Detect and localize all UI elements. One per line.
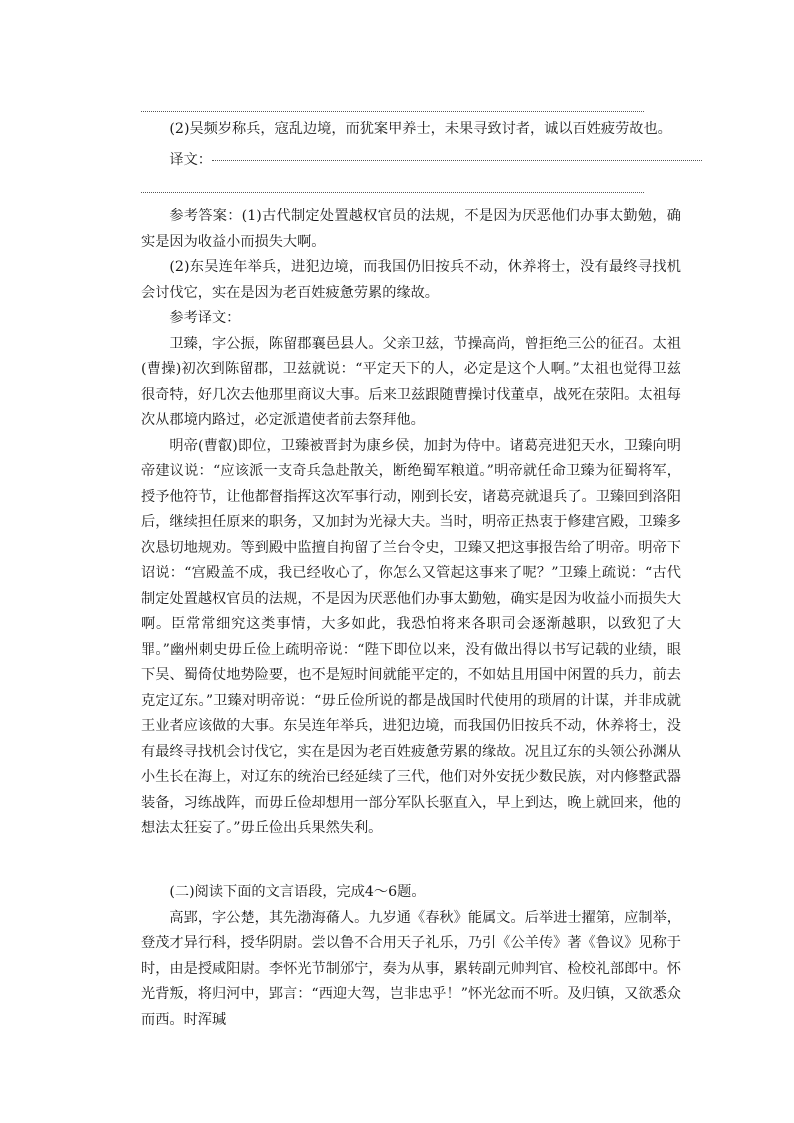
answer-2: (2)东吴连年举兵，进犯边境，而我国仍旧按兵不动，休养将士，没有最终寻找机会讨伐它，实在是因为老百姓疲惫劳累的缘故。 <box>141 259 681 301</box>
answer-blank-line <box>212 160 702 161</box>
translation-paragraph-2: 明帝(曹叡)即位，卫臻被晋封为康乡侯，加封为侍中。诸葛亮进犯天水，卫臻向明帝建议说：“应该派一支奇兵急赴散关，断绝蜀军粮道。”明帝就任命卫臻为征蜀将军，授予他符节，让他都督指挥这次军事行动，刚到长安，诸葛亮就退兵了。卫臻回到洛阳后，继续担任原来的职务，又加封为光禄大夫。当时，明帝正热衷于修建宫殿，卫臻多次恳切地规劝。等到殿中监擅自拘留了兰台令史，卫臻又把这事报告给了明帝。明帝下诏说：“宫殿盖不成，我已经收心了，你怎么又管起这事来了呢？”卫臻上疏说：“古代制定处置越权官员的法规，不是因为厌恶他们办事太勤勉，确实是因为收益小而损失大啊。臣常常细究这类事情，大多如此，我恐怕将来各职司会逐渐越职，以致犯了大罪。”幽州刺史毋丘俭上疏明帝说：“陛下即位以来，没有做出得以书写记载的业绩，眼下吴、蜀倚仗地势险要，也不是短时间就能平定的，不如姑且用国中闲置的兵力，前去克定辽东。”卫臻对明帝说：“毋丘俭所说的都是战国时代使用的琐屑的计谋，并非成就王业者应该做的大事。东吴连年举兵，进犯边境，而我国仍旧按兵不动，休养将士，没有最终寻找机会讨伐它，实在是因为老百姓疲惫劳累的缘故。况且辽东的头领公孙渊从小生长在海上，对辽东的统治已经延续了三代，他们对外安抚少数民族，对内修整武器装备，习练战阵，而毋丘俭却想用一部分军队长驱直入，早上到达，晚上就回来，他的想法太狂妄了。”毋丘俭出兵果然失利。 <box>141 437 681 836</box>
section-2-title: (二)阅读下面的文言语段，完成4～6题。 <box>169 884 426 900</box>
translation-answer-line <box>141 148 681 174</box>
question-2 <box>141 117 681 143</box>
question-2-sentence: (2)吴频岁称兵，寇乱边境，而犹案甲养士，未果寻致讨者，诚以百姓疲劳故也。 <box>169 121 672 137</box>
reference-translation-label: 参考译文： <box>169 310 241 326</box>
classical-text-paragraph: 高郢，字公楚，其先渤海蓨人。九岁通《春秋》能属文。后举进士擢第，应制举，登茂才异行科，授华阴尉。尝以鲁不合用天子礼乐，乃引《公羊传》著《鲁议》见称于时，由是授咸阳尉。李怀光节制邠宁，奏为从事，累转副元帅判官、检校礼部郎中。怀光背叛，将归河中，郢言：“西迎大驾，岂非忠乎！”怀光忿而不听。及归镇，又欲悉众而西。时浑瑊 <box>141 909 681 1028</box>
reference-answer <box>141 204 681 842</box>
translation-label: 译文： <box>169 152 212 168</box>
answer-blank-line <box>141 192 644 193</box>
answer-blank-line <box>141 111 644 112</box>
section-2 <box>141 880 681 1033</box>
translation-paragraph-1: 卫臻，字公振，陈留郡襄邑县人。父亲卫兹，节操高尚，曾拒绝三公的征召。太祖(曹操)初次到陈留郡，卫兹就说：“平定天下的人，必定是这个人啊。”太祖也觉得卫兹很奇特，好几次去他那里商议大事。后来卫兹跟随曹操讨伐董卓，战死在荥阳。太祖每次从郡境内路过，必定派遣使者前去祭拜他。 <box>141 335 681 428</box>
answer-1: 参考答案：(1)古代制定处置越权官员的法规，不是因为厌恶他们办事太勤勉，确实是因为收益小而损失大啊。 <box>141 208 681 250</box>
